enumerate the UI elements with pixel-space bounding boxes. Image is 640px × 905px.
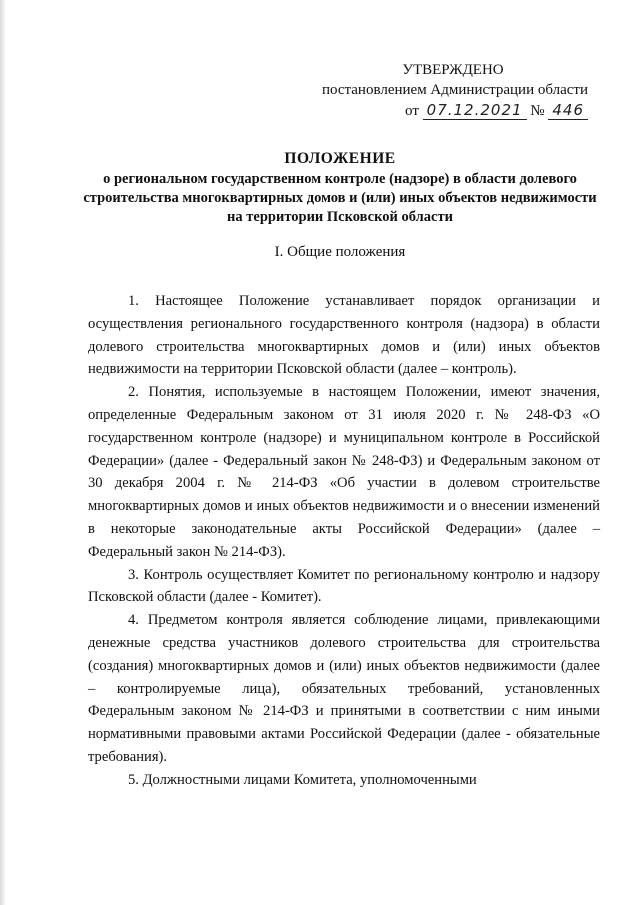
approval-block <box>318 60 588 121</box>
approval-number-label: № <box>530 103 545 119</box>
paragraph-4: 4. Предметом контроля является соблюдение лицами, привлекающими денежные средства участников долевого строительства для строительства (создания) многоквартирных домов и (или) иных объектов недвижимости (далее – контролируемые лица), обязательных требований, установленных Федеральным законом № 214-ФЗ и принятыми в соответствии с ним иными нормативными правовыми актами Российской Федерации (далее - обязательные требования). <box>88 612 600 765</box>
approval-date-line <box>318 100 588 121</box>
section-heading: I. Общие положения <box>274 244 406 260</box>
paragraph-2: 2. Понятия, используемые в настоящем Положении, имеют значения, определенные Федеральным законом от 31 июля 2020 г. № 248-ФЗ «О государственном контроле (надзоре) и муниципальном контроле в Российской Федерации» (далее - Федеральный закон № 248-ФЗ) и Федеральным законом от 30 декабря 2004 г. № 214-ФЗ «Об участии в долевом строительстве многоквартирных домов и иных объектов недвижимости и о внесении изменений в некоторые законодательные акты Российской Федерации» (далее – Федеральный закон № 214-ФЗ). <box>88 384 600 560</box>
approval-by: постановлением Администрации области <box>321 82 588 98</box>
paragraph-5: 5. Должностными лицами Комитета, уполномоченными <box>128 771 477 788</box>
document-body <box>88 290 600 792</box>
paragraph-1: 1. Настоящее Положение устанавливает порядок организации и осуществления регионального государственного контроля (надзора) в области долевого строительства многоквартирных домов и (или) иных объектов недвижимости на территории Псковской области (далее – контроль). <box>88 293 600 378</box>
approval-from-label: от <box>405 103 419 119</box>
approval-heading: УТВЕРЖДЕНО <box>402 62 504 78</box>
scan-edge <box>0 0 6 905</box>
document-title: ПОЛОЖЕНИЕ <box>284 150 396 167</box>
document-subtitle: о региональном государственном контроле (надзоре) в области долевого строительства многоквартирных домов и (или) иных объектов недвижимости на территории Псковской области <box>83 171 597 225</box>
approval-date: 07.12.2021 <box>423 101 527 120</box>
paragraph-3: 3. Контроль осуществляет Комитет по региональному контролю и надзору Псковской области (далее - Комитет). <box>88 566 600 606</box>
approval-number: 446 <box>548 101 588 120</box>
